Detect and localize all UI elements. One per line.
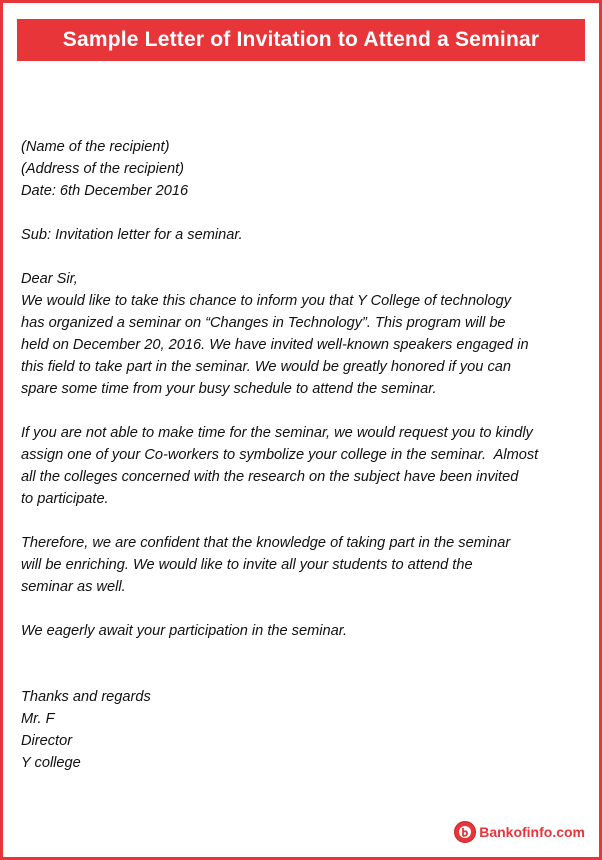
letter-subject: Sub: Invitation letter for a seminar. (21, 227, 243, 243)
title-banner (17, 19, 585, 61)
paragraph-line: We would like to take this chance to inform you that Y College of technology (21, 293, 511, 309)
bankofinfo-logo-icon (454, 821, 476, 843)
paragraph-line: seminar as well. (21, 579, 126, 595)
paragraph-line: will be enriching. We would like to invite all your students to attend the (21, 557, 473, 573)
recipient-name: (Name of the recipient) (21, 139, 170, 155)
letter-date: Date: 6th December 2016 (21, 183, 189, 199)
paragraph-line: We eagerly await your participation in the seminar. (21, 623, 348, 639)
paragraph-line: assign one of your Co-workers to symbolize your college in the seminar. Almost (21, 447, 539, 463)
letter-body (21, 136, 581, 774)
paragraph-line: Therefore, we are confident that the knowledge of taking part in the seminar (21, 535, 511, 551)
recipient-address: (Address of the recipient) (21, 161, 185, 177)
signatory-designation: Director (21, 733, 73, 749)
signatory-name: Mr. F (21, 711, 55, 727)
paragraph-line: If you are not able to make time for the seminar, we would request you to kindly (21, 425, 533, 441)
paragraph-line: all the colleges concerned with the research on the subject have been invited (21, 469, 519, 485)
watermark-text: Bankofinfo.com (479, 824, 585, 840)
salutation: Dear Sir, (21, 271, 78, 287)
paragraph-line: has organized a seminar on “Changes in Technology”. This program will be (21, 315, 506, 331)
closing-regards: Thanks and regards (21, 689, 151, 705)
paragraph-line: held on December 20, 2016. We have invited well-known speakers engaged in (21, 337, 529, 353)
page-title: Sample Letter of Invitation to Attend a Seminar (62, 28, 540, 51)
watermark-logo (454, 821, 585, 843)
paragraph-line: to participate. (21, 491, 109, 507)
paragraph-line: spare some time from your busy schedule to attend the seminar. (21, 381, 437, 397)
signatory-organization: Y college (21, 755, 81, 771)
paragraph-line: this field to take part in the seminar. We would be greatly honored if you can (21, 359, 511, 375)
